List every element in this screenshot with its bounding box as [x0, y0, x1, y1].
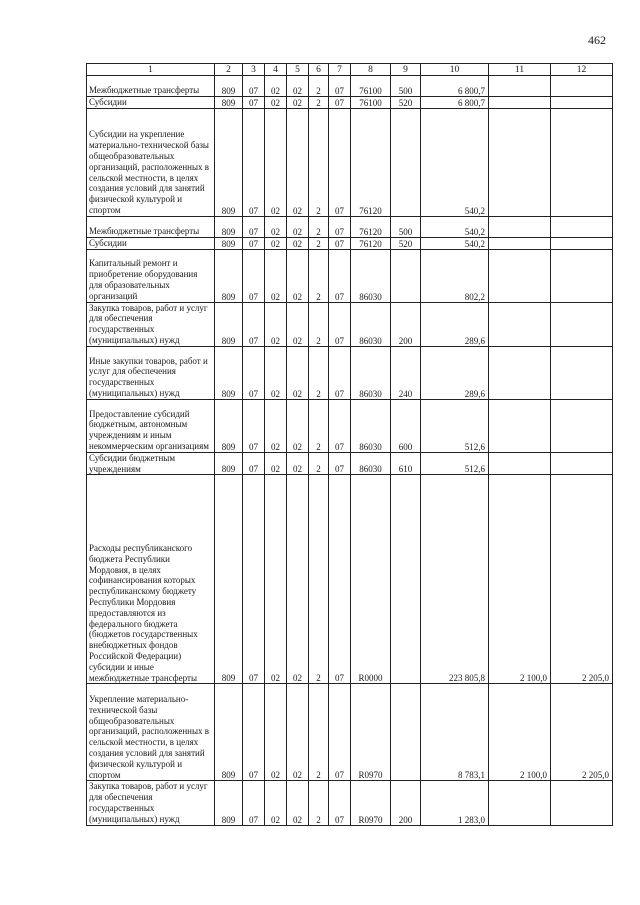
amount-2020-cell — [489, 76, 551, 97]
table-row — [87, 346, 613, 399]
row-name-cell: Иные закупки товаров, работ и услуг для обеспечения государственных (муниципальных) нужд — [87, 346, 215, 399]
table-row — [87, 684, 613, 781]
target-article-cell: R0970 — [351, 684, 391, 781]
subsection-cell: 02 — [265, 475, 287, 684]
subsection-cell: 02 — [265, 216, 287, 237]
event-cell: 07 — [329, 475, 351, 684]
event-cell: 07 — [329, 249, 351, 302]
amount-2019-cell: 1 283,0 — [421, 781, 489, 825]
amount-2021-cell — [551, 452, 613, 475]
header-cell: 9 — [391, 64, 421, 76]
program-cell: 02 — [287, 249, 309, 302]
subprogram-cell: 2 — [309, 781, 329, 825]
section-cell: 07 — [243, 399, 265, 452]
header-cell: 12 — [551, 64, 613, 76]
program-cell: 02 — [287, 302, 309, 346]
target-article-cell: 86030 — [351, 399, 391, 452]
section-cell: 07 — [243, 76, 265, 97]
section-cell: 07 — [243, 346, 265, 399]
program-cell: 02 — [287, 216, 309, 237]
amount-2019-cell: 540,2 — [421, 237, 489, 249]
expense-type-cell — [391, 108, 421, 216]
section-cell: 07 — [243, 237, 265, 249]
subprogram-cell: 2 — [309, 684, 329, 781]
row-name-cell: Субсидии бюджетным учреждениям — [87, 452, 215, 475]
subprogram-cell: 2 — [309, 475, 329, 684]
amount-2019-cell: 802,2 — [421, 249, 489, 302]
admin-code-cell: 809 — [215, 237, 243, 249]
subprogram-cell: 2 — [309, 108, 329, 216]
subsection-cell: 02 — [265, 76, 287, 97]
subprogram-cell: 2 — [309, 346, 329, 399]
header-cell: 11 — [489, 64, 551, 76]
admin-code-cell: 809 — [215, 76, 243, 97]
admin-code-cell: 809 — [215, 781, 243, 825]
event-cell: 07 — [329, 346, 351, 399]
header-cell: 2 — [215, 64, 243, 76]
expense-type-cell — [391, 475, 421, 684]
amount-2021-cell: 2 205,0 — [551, 684, 613, 781]
program-cell: 02 — [287, 76, 309, 97]
subprogram-cell: 2 — [309, 249, 329, 302]
row-name-cell: Капитальный ремонт и приобретение оборудования для образовательных организаций — [87, 249, 215, 302]
row-name-cell: Межбюджетные трансферты — [87, 76, 215, 97]
program-cell: 02 — [287, 237, 309, 249]
budget-table — [86, 63, 613, 826]
row-name-cell: Субсидии — [87, 97, 215, 109]
amount-2019-cell: 223 805,8 — [421, 475, 489, 684]
amount-2020-cell — [489, 97, 551, 109]
subsection-cell: 02 — [265, 781, 287, 825]
target-article-cell: 76100 — [351, 76, 391, 97]
amount-2019-cell: 289,6 — [421, 346, 489, 399]
header-cell: 7 — [329, 64, 351, 76]
amount-2019-cell: 512,6 — [421, 399, 489, 452]
subprogram-cell: 2 — [309, 452, 329, 475]
event-cell: 07 — [329, 108, 351, 216]
section-cell: 07 — [243, 684, 265, 781]
target-article-cell: 86030 — [351, 452, 391, 475]
amount-2021-cell — [551, 781, 613, 825]
target-article-cell: 76100 — [351, 97, 391, 109]
program-cell: 02 — [287, 781, 309, 825]
amount-2019-cell: 8 783,1 — [421, 684, 489, 781]
amount-2021-cell — [551, 108, 613, 216]
target-article-cell: R0970 — [351, 781, 391, 825]
section-cell: 07 — [243, 108, 265, 216]
admin-code-cell: 809 — [215, 399, 243, 452]
subsection-cell: 02 — [265, 399, 287, 452]
table-row — [87, 781, 613, 825]
target-article-cell: R0000 — [351, 475, 391, 684]
table-row — [87, 249, 613, 302]
program-cell: 02 — [287, 399, 309, 452]
program-cell: 02 — [287, 108, 309, 216]
event-cell: 07 — [329, 76, 351, 97]
amount-2021-cell — [551, 302, 613, 346]
target-article-cell: 76120 — [351, 108, 391, 216]
event-cell: 07 — [329, 684, 351, 781]
amount-2019-cell: 512,6 — [421, 452, 489, 475]
amount-2020-cell — [489, 399, 551, 452]
subsection-cell: 02 — [265, 108, 287, 216]
section-cell: 07 — [243, 216, 265, 237]
amount-2020-cell — [489, 216, 551, 237]
expense-type-cell: 200 — [391, 302, 421, 346]
amount-2021-cell — [551, 249, 613, 302]
admin-code-cell: 809 — [215, 684, 243, 781]
amount-2020-cell: 2 100,0 — [489, 475, 551, 684]
header-row — [87, 64, 613, 76]
expense-type-cell: 520 — [391, 237, 421, 249]
row-name-cell: Закупка товаров, работ и услуг для обеспечения государственных (муниципальных) нужд — [87, 781, 215, 825]
row-name-cell: Межбюджетные трансферты — [87, 216, 215, 237]
subsection-cell: 02 — [265, 249, 287, 302]
section-cell: 07 — [243, 302, 265, 346]
expense-type-cell: 600 — [391, 399, 421, 452]
section-cell: 07 — [243, 475, 265, 684]
row-name-cell: Укрепление материально-технической базы общеобразовательных организаций, расположенных в сельской местности, в целях создания условий для занятий физической культурой и спортом — [87, 684, 215, 781]
row-name-cell: Предоставление субсидий бюджетным, автономным учреждениям и иным некоммерческим организациям — [87, 399, 215, 452]
amount-2020-cell — [489, 781, 551, 825]
header-cell: 6 — [309, 64, 329, 76]
amount-2019-cell: 289,6 — [421, 302, 489, 346]
expense-type-cell: 610 — [391, 452, 421, 475]
header-cell: 1 — [87, 64, 215, 76]
target-article-cell: 76120 — [351, 237, 391, 249]
row-name-cell: Субсидии на укрепление материально-технической базы общеобразовательных организаций, расположенных в сельской местности, в целях создания условий для занятий физической культурой и спортом — [87, 108, 215, 216]
program-cell: 02 — [287, 475, 309, 684]
expense-type-cell: 520 — [391, 97, 421, 109]
row-name-cell: Расходы республиканского бюджета Республики Мордовия, в целях софинансирования которых республиканскому бюджету Республики Мордовия предоставляются из федерального бюджета (бюджетов государственных внебюджетных фондов Российской Федерации) субсидии и иные межбюджетные трансферты — [87, 475, 215, 684]
subprogram-cell: 2 — [309, 76, 329, 97]
subprogram-cell: 2 — [309, 97, 329, 109]
table-row — [87, 302, 613, 346]
amount-2019-cell: 540,2 — [421, 108, 489, 216]
amount-2020-cell — [489, 108, 551, 216]
amount-2021-cell — [551, 97, 613, 109]
page-number: 462 — [588, 33, 606, 47]
amount-2021-cell — [551, 76, 613, 97]
amount-2020-cell — [489, 302, 551, 346]
subsection-cell: 02 — [265, 452, 287, 475]
subprogram-cell: 2 — [309, 237, 329, 249]
target-article-cell: 76120 — [351, 216, 391, 237]
event-cell: 07 — [329, 216, 351, 237]
table-row — [87, 76, 613, 97]
event-cell: 07 — [329, 781, 351, 825]
expense-type-cell: 500 — [391, 216, 421, 237]
target-article-cell: 86030 — [351, 346, 391, 399]
event-cell: 07 — [329, 97, 351, 109]
subprogram-cell: 2 — [309, 302, 329, 346]
table-row — [87, 452, 613, 475]
program-cell: 02 — [287, 346, 309, 399]
subsection-cell: 02 — [265, 302, 287, 346]
event-cell: 07 — [329, 237, 351, 249]
section-cell: 07 — [243, 781, 265, 825]
admin-code-cell: 809 — [215, 346, 243, 399]
amount-2019-cell: 6 800,7 — [421, 76, 489, 97]
header-cell: 4 — [265, 64, 287, 76]
amount-2021-cell: 2 205,0 — [551, 475, 613, 684]
expense-type-cell: 240 — [391, 346, 421, 399]
subsection-cell: 02 — [265, 97, 287, 109]
subsection-cell: 02 — [265, 237, 287, 249]
section-cell: 07 — [243, 452, 265, 475]
amount-2021-cell — [551, 346, 613, 399]
target-article-cell: 86030 — [351, 302, 391, 346]
table-row — [87, 216, 613, 237]
target-article-cell: 86030 — [351, 249, 391, 302]
admin-code-cell: 809 — [215, 302, 243, 346]
admin-code-cell: 809 — [215, 108, 243, 216]
amount-2019-cell: 6 800,7 — [421, 97, 489, 109]
header-cell: 10 — [421, 64, 489, 76]
event-cell: 07 — [329, 302, 351, 346]
admin-code-cell: 809 — [215, 216, 243, 237]
amount-2021-cell — [551, 216, 613, 237]
section-cell: 07 — [243, 249, 265, 302]
row-name-cell: Субсидии — [87, 237, 215, 249]
table-row — [87, 399, 613, 452]
amount-2020-cell: 2 100,0 — [489, 684, 551, 781]
admin-code-cell: 809 — [215, 452, 243, 475]
header-cell: 8 — [351, 64, 391, 76]
program-cell: 02 — [287, 684, 309, 781]
program-cell: 02 — [287, 97, 309, 109]
table-row — [87, 97, 613, 109]
expense-type-cell: 200 — [391, 781, 421, 825]
header-cell: 3 — [243, 64, 265, 76]
event-cell: 07 — [329, 452, 351, 475]
section-cell: 07 — [243, 97, 265, 109]
amount-2019-cell: 540,2 — [421, 216, 489, 237]
amount-2020-cell — [489, 237, 551, 249]
table-row — [87, 475, 613, 684]
expense-type-cell: 500 — [391, 76, 421, 97]
admin-code-cell: 809 — [215, 475, 243, 684]
expense-type-cell — [391, 249, 421, 302]
subprogram-cell: 2 — [309, 399, 329, 452]
table-row — [87, 108, 613, 216]
expense-type-cell — [391, 684, 421, 781]
subsection-cell: 02 — [265, 684, 287, 781]
header-cell: 5 — [287, 64, 309, 76]
amount-2020-cell — [489, 249, 551, 302]
amount-2021-cell — [551, 237, 613, 249]
amount-2020-cell — [489, 452, 551, 475]
admin-code-cell: 809 — [215, 97, 243, 109]
subsection-cell: 02 — [265, 346, 287, 399]
program-cell: 02 — [287, 452, 309, 475]
amount-2020-cell — [489, 346, 551, 399]
amount-2021-cell — [551, 399, 613, 452]
admin-code-cell: 809 — [215, 249, 243, 302]
row-name-cell: Закупка товаров, работ и услуг для обеспечения государственных (муниципальных) нужд — [87, 302, 215, 346]
table-row — [87, 237, 613, 249]
subprogram-cell: 2 — [309, 216, 329, 237]
event-cell: 07 — [329, 399, 351, 452]
